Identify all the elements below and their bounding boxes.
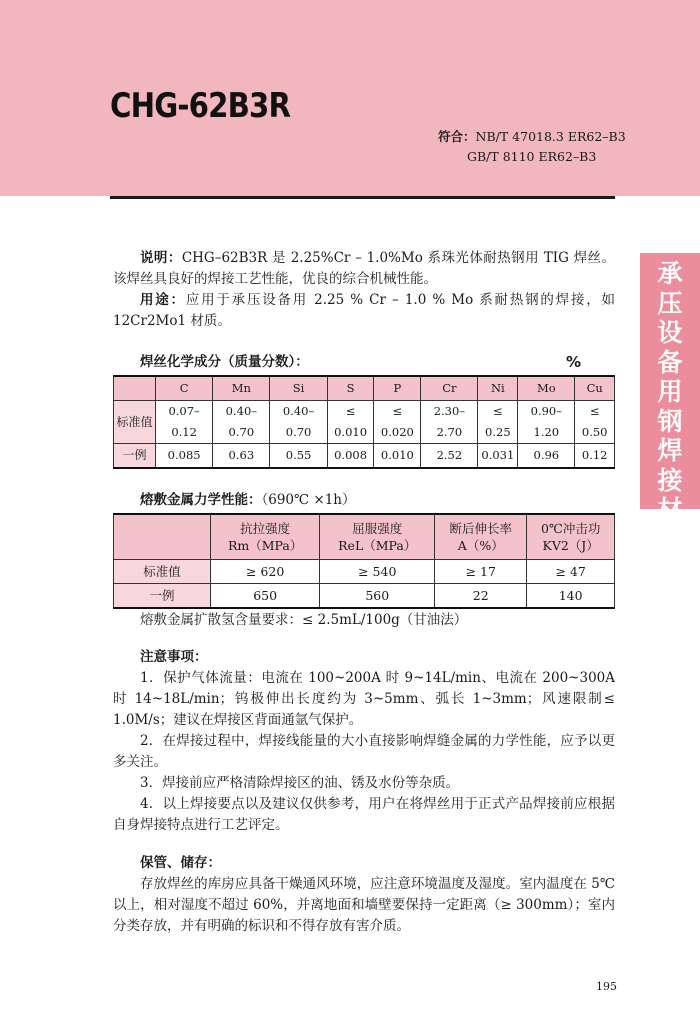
table-cell: ≥ 47 xyxy=(527,560,615,584)
side-tab-char: 料 xyxy=(657,524,683,554)
note-item: 1．保护气体流量：电流在 100~200A 时 9~14L/min、电流在 200~300A 时 14~18L/min；钨极伸出长度约为 3~5mm、弧长 1~3mm；风速限制≤ 1.0M/s；建议在焊接区背面通氩气保护。 xyxy=(113,670,615,728)
table-corner-cell xyxy=(114,514,211,560)
standard-2: GB/T 8110 ER62–B3 xyxy=(467,149,597,164)
table-header-row xyxy=(114,376,615,401)
table-header-cell: P xyxy=(374,376,421,401)
table-cell: 2.30–2.70 xyxy=(421,401,478,444)
table-cell: ≤ 0.020 xyxy=(374,401,421,444)
description-text: CHG–62B3R 是 2.25%Cr – 1.0%Mo 系珠光体耐热钢用 TIG 焊丝。该焊丝具良好的焊接工艺性能，优良的综合机械性能。 xyxy=(113,250,615,287)
side-tab-char: 焊 xyxy=(657,436,683,465)
table-header-cell: Ni xyxy=(478,376,518,401)
row-label: 标准值 xyxy=(114,401,156,444)
table-header-cell: 0℃冲击功 KV2（J） xyxy=(527,514,615,560)
table-header-cell: Cr xyxy=(421,376,478,401)
table-cell: 0.008 xyxy=(327,444,374,469)
side-tab-char: 备 xyxy=(657,347,683,377)
side-tab-char: 承 xyxy=(657,259,683,288)
table-header-cell: 断后伸长率 A（%） xyxy=(435,514,527,560)
chemistry-title: 焊丝化学成分（质量分数）： % xyxy=(140,353,582,371)
table-header-cell: 屈服强度 ReL（MPa） xyxy=(320,514,435,560)
table-header-cell: 抗拉强度 Rm（MPa） xyxy=(211,514,320,560)
table-cell: 0.90–1.20 xyxy=(518,401,575,444)
table-cell: 0.07–0.12 xyxy=(156,401,213,444)
main-content xyxy=(113,248,615,937)
table-row xyxy=(114,444,615,469)
standard-1: NB/T 47018.3 ER62–B3 xyxy=(475,129,626,144)
table-cell: 0.40–0.70 xyxy=(213,401,270,444)
table-cell: 140 xyxy=(527,584,615,609)
row-label: 标准值 xyxy=(114,560,211,584)
mechanical-table xyxy=(113,513,615,609)
table-cell: 0.010 xyxy=(374,444,421,469)
side-tab-char: 压 xyxy=(657,288,683,318)
header-rule xyxy=(110,196,615,199)
side-tab-char: 材 xyxy=(657,495,683,524)
table-corner-cell xyxy=(114,376,156,401)
storage-title: 保管、储存： xyxy=(140,855,221,871)
mechanical-condition: （690℃ ×1h） xyxy=(261,492,356,508)
notes-title: 注意事项： xyxy=(140,649,208,665)
table-cell: 0.55 xyxy=(270,444,327,469)
description-label: 说明： xyxy=(140,250,182,266)
table-cell: ≥ 620 xyxy=(211,560,320,584)
chemistry-table xyxy=(113,375,615,469)
table-header-cell: Mn xyxy=(213,376,270,401)
table-header-cell: Si xyxy=(270,376,327,401)
side-tab-char: 设 xyxy=(657,318,683,347)
side-tab-char: 用 xyxy=(657,377,683,406)
side-tab-char: 钢 xyxy=(657,406,683,436)
table-cell: ≥ 17 xyxy=(435,560,527,584)
table-header-cell: C xyxy=(156,376,213,401)
table-row xyxy=(114,584,615,609)
table-cell: 650 xyxy=(211,584,320,609)
table-cell: 2.52 xyxy=(421,444,478,469)
description-paragraph xyxy=(113,248,615,290)
table-cell: 0.12 xyxy=(575,444,615,469)
table-header-row xyxy=(114,514,615,560)
note-item: 2．在焊接过程中，焊接线能量的大小直接影响焊缝金属的力学性能，应予以更多关注。 xyxy=(113,733,615,770)
chemistry-unit: % xyxy=(566,353,582,371)
usage-paragraph xyxy=(113,290,615,332)
standards-block xyxy=(438,127,626,167)
hydrogen-requirement: 熔敷金属扩散氢含量要求：≤ 2.5mL/100g（甘油法） xyxy=(140,612,468,628)
note-item: 4．以上焊接要点以及建议仅供参考，用户在将焊丝用于正式产品焊接前应根据自身焊接特点进行工艺评定。 xyxy=(113,796,615,833)
usage-label: 用途： xyxy=(140,292,186,308)
table-row xyxy=(114,401,615,444)
table-cell: 0.085 xyxy=(156,444,213,469)
note-item: 3．焊接前应严格清除焊接区的油、锈及水份等杂质。 xyxy=(140,775,460,791)
table-cell: 0.40–0.70 xyxy=(270,401,327,444)
storage-paragraph: 存放焊丝的库房应具备干燥通风环境，应注意环境温度及湿度。室内温度在 5℃以上，相对湿度不超过 60%，并离地面和墙壁要保持一定距离（≥ 300mm）；室内分类存放，并有明确的标识和不得存放有害介质。 xyxy=(113,876,615,934)
table-cell: 0.96 xyxy=(518,444,575,469)
table-cell: 22 xyxy=(435,584,527,609)
table-cell: 0.63 xyxy=(213,444,270,469)
side-tab xyxy=(640,253,700,554)
table-header-cell: S xyxy=(327,376,374,401)
table-cell: ≥ 540 xyxy=(320,560,435,584)
usage-text: 应用于承压设备用 2.25 % Cr – 1.0 % Mo 系耐热钢的焊接，如 12Cr2Mo1 材质。 xyxy=(113,292,616,329)
table-row xyxy=(114,560,615,584)
table-cell: 560 xyxy=(320,584,435,609)
row-label: 一例 xyxy=(114,444,156,469)
table-cell: ≤ 0.010 xyxy=(327,401,374,444)
mechanical-title: 熔敷金属力学性能：（690℃ ×1h） xyxy=(140,492,356,508)
table-header-cell: Cu xyxy=(575,376,615,401)
table-cell: 0.031 xyxy=(478,444,518,469)
table-header-cell: Mo xyxy=(518,376,575,401)
table-cell: ≤ 0.25 xyxy=(478,401,518,444)
row-label: 一例 xyxy=(114,584,211,609)
table-cell: ≤ 0.50 xyxy=(575,401,615,444)
page-number: 195 xyxy=(596,980,617,993)
standards-label: 符合： xyxy=(438,129,476,144)
product-title: CHG-62B3R xyxy=(110,86,291,126)
side-tab-char: 接 xyxy=(657,465,683,495)
